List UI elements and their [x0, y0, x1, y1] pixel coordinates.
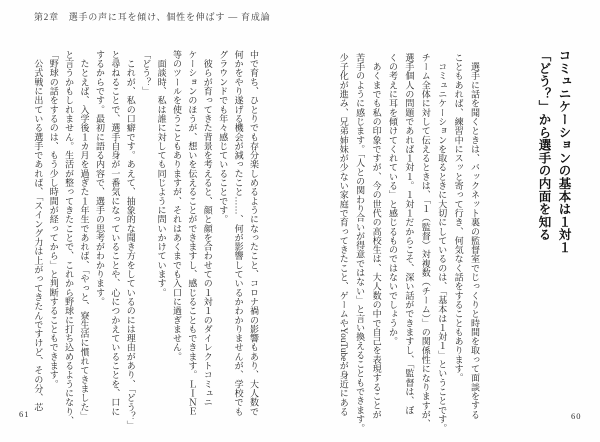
- text-column: するからです。最初に語る内容で、選手の思考がわかります。: [94, 50, 105, 307]
- text-column: 等のツールを使うこともありますが、それはあくまでも入口に過ぎません。: [171, 50, 182, 362]
- section-heading-line: 「どう？」から選手の内面を知る: [537, 49, 551, 241]
- text-column: 面談時、私は誰に対しても同じように問いかけています。: [156, 50, 167, 298]
- text-column: と言うかもしれません。生活が整ってきたことで、これから野球に打ち込めるようになり、: [64, 50, 75, 426]
- text-column: 公式戦に出ている選手であれば、「スイング力は上がってきたんですけど、その分、芯: [33, 50, 44, 412]
- page-number-right: 60: [571, 411, 582, 421]
- text-column: と尋ねることで、選手自身が一番気になっていることや、心につかえていることを、口に: [110, 50, 121, 416]
- text-column: ケーションのほうが、想いを伝えることができますし、感じることもできます。ＬＩＮＥ: [187, 50, 198, 416]
- text-column: 選手に話を聞くときは、バックネット裏の監督室でじっくりと時間を取って面談をする: [470, 53, 480, 419]
- text-column: 中で育ち、ひとりでも存分楽しめるようになったこと、コロナ禍の影響もあり、大人数で: [249, 50, 259, 416]
- text-column: 選手個人の問題であれば１対１。１対１だからこそ、深い話ができますし、「監督は、ぼ: [404, 53, 415, 415]
- text-column: コミュニケーションを取るときに大切にしているのは、「基本は１対１」ということです。: [437, 53, 448, 433]
- text-column: こともあれば、練習中にスッと寄って行き、何気なく話をすることもあります。: [453, 53, 464, 383]
- text-column: グラウンドでも年々感じていることです。: [218, 50, 229, 224]
- text-column: くの考えに耳を傾けてくれている」と感じるものではないでしょうか。: [387, 53, 398, 346]
- text-column: これが、私の口癖です。あえて、抽象的な聞き方をしているのには理由があり、「どう？」: [125, 50, 136, 430]
- text-column: 苦手のように感じます。「人との関わり合いが得意ではない」と言い換えることもできます。: [355, 53, 366, 433]
- left-page-body-text: [32, 50, 261, 430]
- text-column: 何かをやり遂げる機会が減ったこと……、何が影響しているかわかりませんが、学校でも: [233, 50, 244, 416]
- text-column: 彼らが育ってきた背景を考えると、顔と顔を合わせての１対１のダイレクトコミュニ: [202, 50, 213, 407]
- right-page-body-text: [336, 53, 483, 431]
- text-column: 「野球の話をするのは、もう少し時間が経ってから」と判断することもできます。: [48, 50, 59, 389]
- running-header-chapter-title: 第2章 選手の声に耳を傾け、個性を伸ばす ― 育成論: [34, 12, 271, 22]
- text-column: 少子化が進み、兄弟姉妹が少ない家庭で育ってきたこと、ゲームやYouTubeが身近にある: [338, 53, 349, 417]
- section-heading: [524, 49, 574, 419]
- page-number-left: 61: [19, 409, 30, 419]
- text-column: 「どう？」: [141, 50, 152, 96]
- section-heading-line: コミュニケーションの基本は１対１: [557, 49, 571, 254]
- text-column: たとえば、入学後１カ月を過ぎた１年生であれば、「やっと、寮生活に慣れてきました」: [79, 50, 90, 421]
- text-column: チーム全体に対して伝えるときは、「１（監督）対複数（チーム）」の関係性になりますが、: [420, 53, 431, 429]
- text-column: あくまでも私の印象ですが、今の世代の高校生は、大人数の中で自己を表現することが: [371, 53, 382, 419]
